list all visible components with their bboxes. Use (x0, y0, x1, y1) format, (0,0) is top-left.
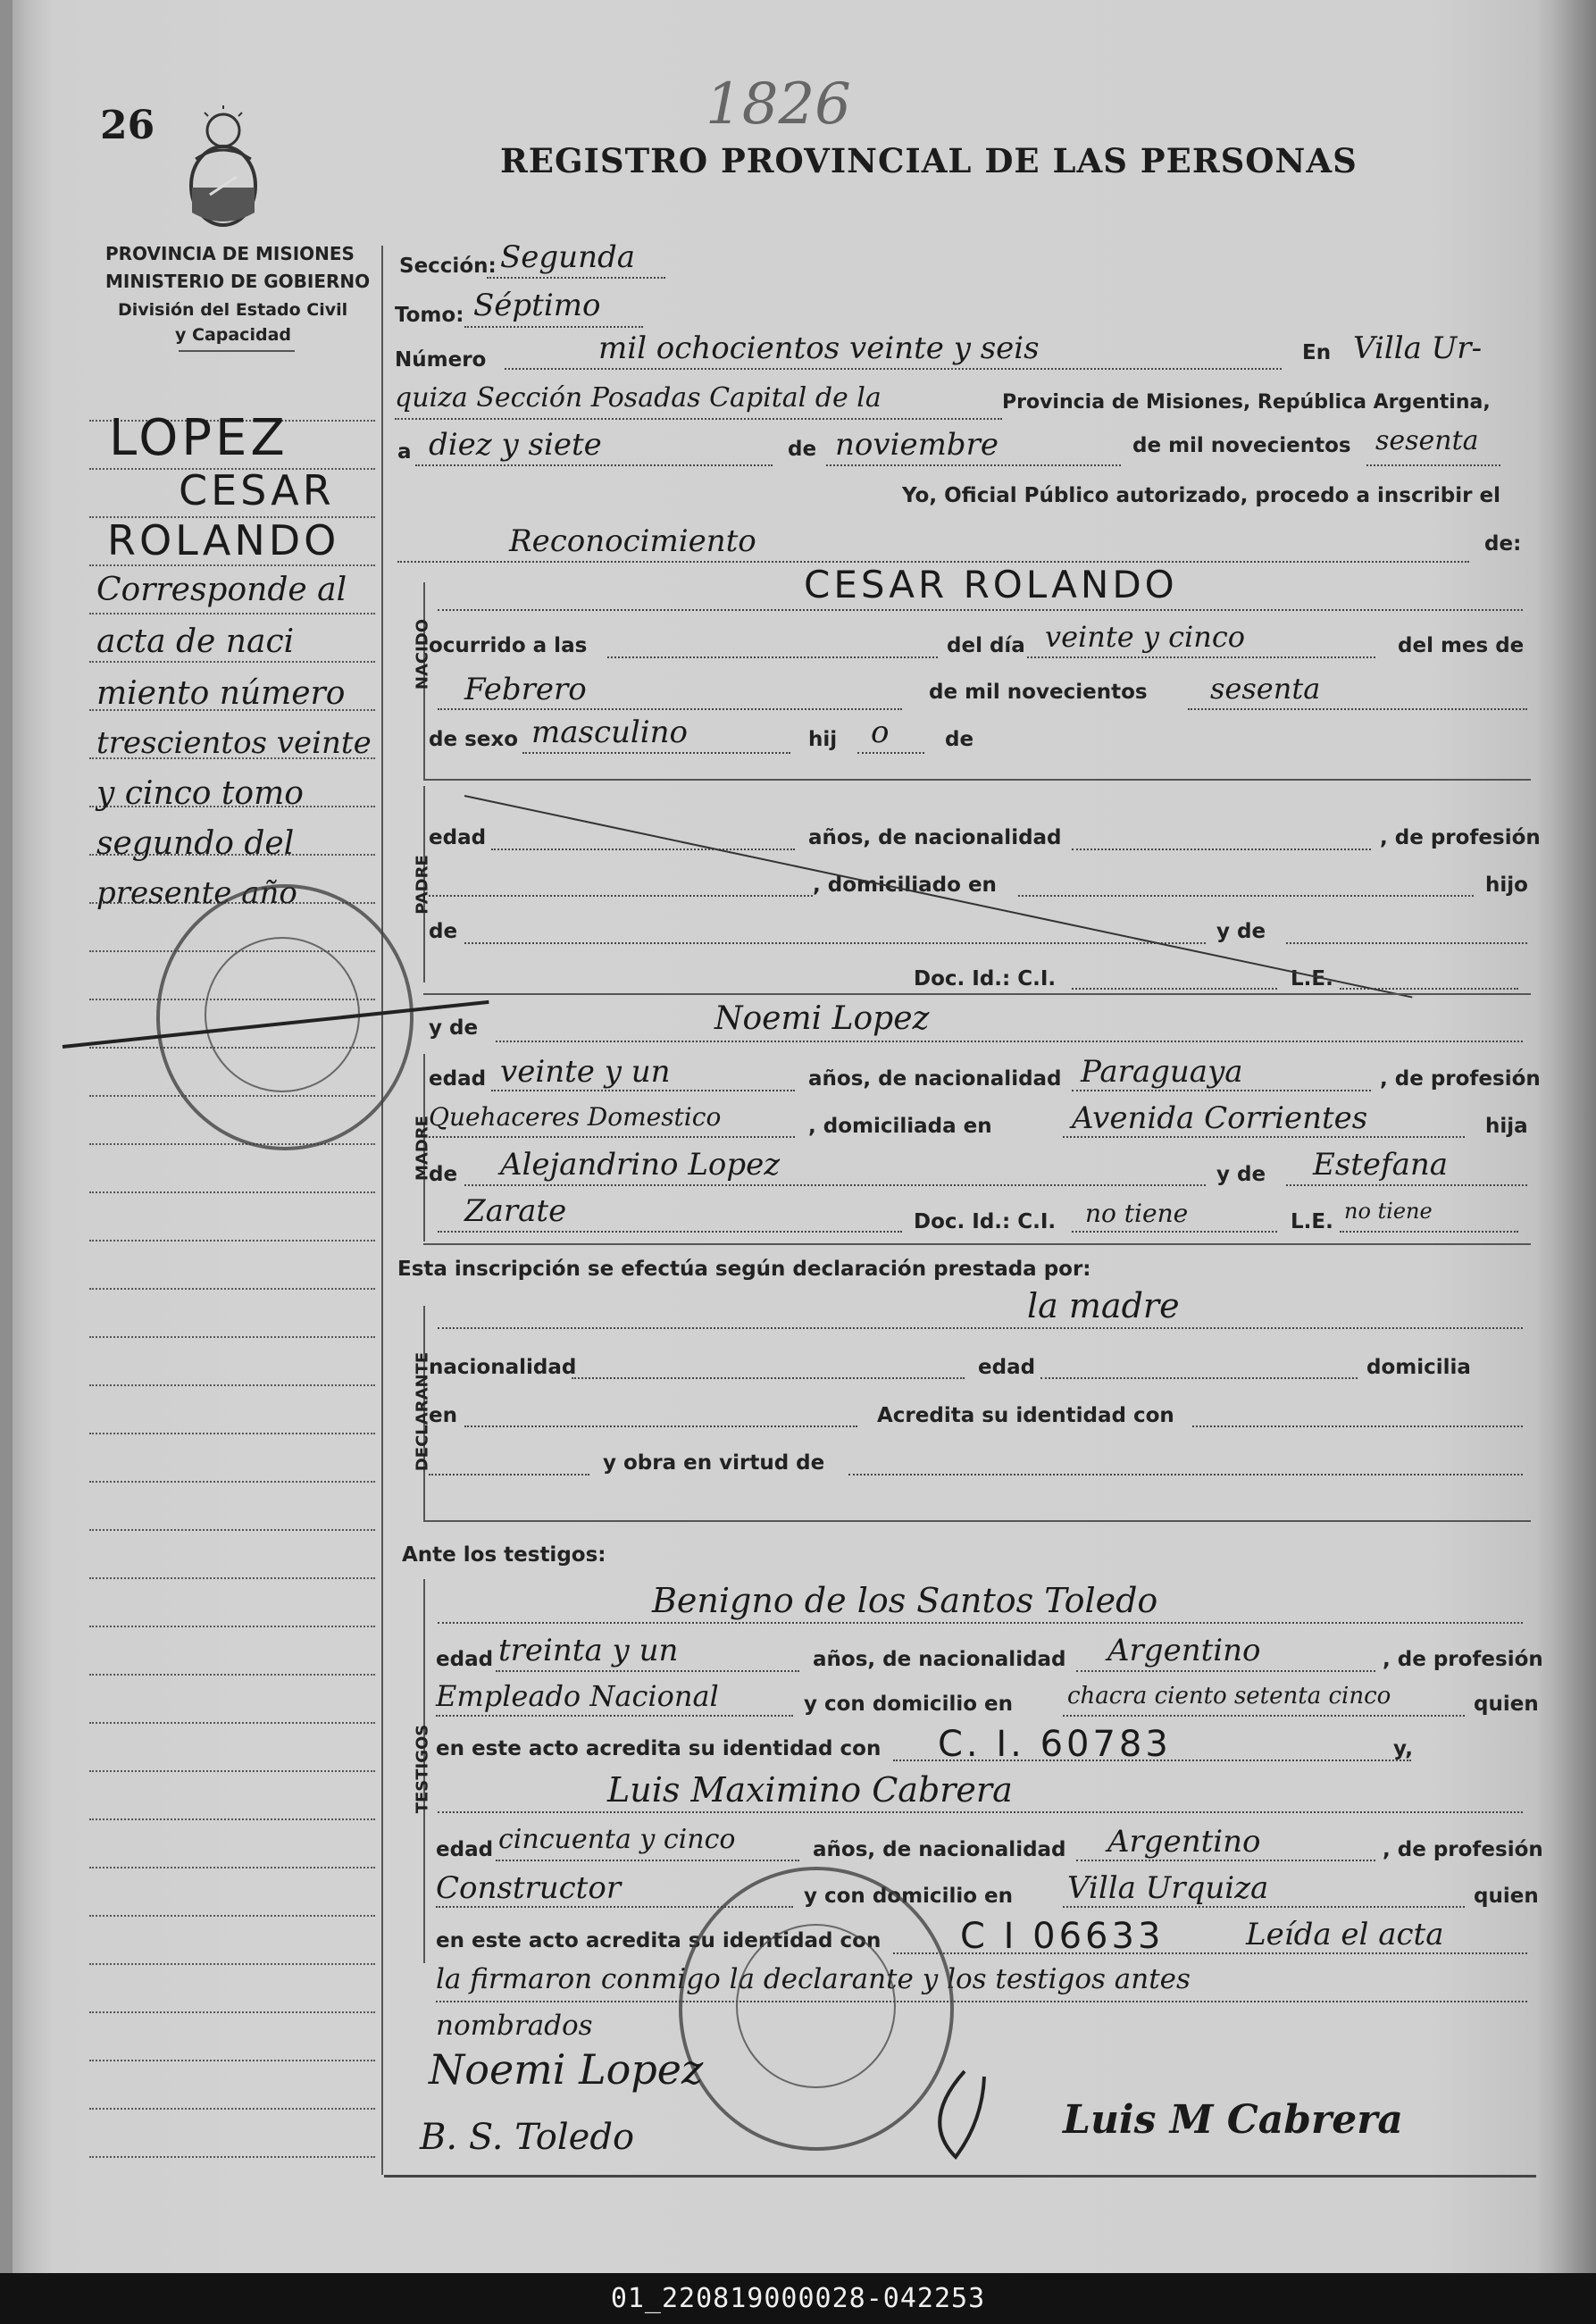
book-spine (1550, 0, 1596, 2273)
margin-rule (89, 1867, 375, 1868)
padre-profesion-label: , de profesión (1380, 826, 1541, 849)
leida-value-2: la firmaron conmigo la declarante y los testigos antes (436, 1963, 1191, 1995)
de-mil-nov-label: de mil novecientos (929, 681, 1148, 704)
province-label: PROVINCIA DE MISIONES (105, 243, 355, 264)
header-rule (179, 350, 295, 352)
de-label: de (788, 438, 817, 461)
seccion-value: Segunda (500, 239, 636, 275)
margin-note-line: y cinco tomo (96, 775, 304, 812)
madre-dom-value: Avenida Corrientes (1072, 1100, 1368, 1136)
testigo-1-acredita-label: en este acto acredita su identidad con (436, 1737, 882, 1760)
signature-officer (929, 2068, 991, 2166)
testigo-2-nombre: Luis Maximino Cabrera (607, 1770, 1013, 1810)
padre-anos-label: años, de nacionalidad (808, 826, 1062, 849)
section-rule (423, 1243, 1531, 1245)
padre-doc-label: Doc. Id.: C.I. (914, 967, 1057, 991)
madre-edad-label: edad (429, 1067, 487, 1091)
madre-doc-label: Doc. Id.: C.I. (914, 1210, 1057, 1233)
declarante-domicilia-label: domicilia (1366, 1356, 1471, 1379)
madre-profesion-label: , de profesión (1380, 1067, 1541, 1091)
madre-prof-value: Quehaceres Domestico (429, 1102, 722, 1132)
margin-rule (89, 1674, 375, 1676)
ante-testigos-label: Ante los testigos: (402, 1543, 606, 1567)
margin-rule (89, 1626, 375, 1627)
padre-y-de-label: y de (1216, 920, 1266, 943)
testigo-1-domicilio-label: y con domicilio en (804, 1693, 1013, 1716)
margin-rule (89, 2060, 375, 2061)
testigo-2-edad-label: edad (436, 1838, 494, 1861)
madre-section-label: MADRE (413, 1116, 432, 1181)
margin-rule (89, 1384, 375, 1386)
madre-y-de-label-2: y de (1216, 1163, 1266, 1186)
a-label: a (397, 440, 412, 464)
de-mil-label: de mil novecientos (1132, 434, 1351, 457)
dia-value: diez y siete (429, 427, 602, 463)
testigo-2-profesion-label: , de profesión (1383, 1838, 1543, 1861)
margin-rule (89, 2011, 375, 2013)
bottom-rule (384, 2175, 1536, 2178)
del-mes-label: del mes de (1398, 634, 1525, 657)
de-colon-label: de: (1484, 532, 1522, 556)
margin-rule (89, 1288, 375, 1290)
madre-nac-value: Paraguaya (1081, 1054, 1243, 1090)
hij-label: hij (808, 728, 838, 751)
margin-rule (89, 1770, 375, 1772)
margin-rule (89, 2108, 375, 2110)
margin-divider (381, 246, 383, 2175)
testigo-2-nac-value: Argentino (1107, 1824, 1261, 1860)
testigo-2-acredita-label: en este acto acredita su identidad con (436, 1929, 882, 1952)
testigo-1-y-label: y, (1393, 1737, 1413, 1760)
section-rule (423, 779, 1531, 781)
margin-rule (89, 1963, 375, 1965)
margin-rule (89, 1722, 375, 1724)
page-title: REGISTRO PROVINCIAL DE LAS PERSONAS (500, 141, 1358, 180)
yo-oficial-label: Yo, Oficial Público autorizado, procedo a inscribir el (902, 484, 1500, 507)
margin-rule (89, 1915, 375, 1917)
margin-rule (89, 1336, 375, 1338)
margin-rule (89, 2156, 375, 2158)
testigo-2-ci-value: C I 06633 (960, 1916, 1165, 1957)
folio-number: 26 (100, 103, 155, 148)
official-stamp-2 (679, 1867, 954, 2151)
madre-le-value: no tiene (1344, 1199, 1433, 1224)
declarante-edad-label: edad (978, 1356, 1036, 1379)
margin-rule (89, 661, 375, 663)
testigos-section-label: TESTIGOS (413, 1724, 432, 1814)
testigo-1-edad-value: treinta y un (498, 1633, 679, 1668)
declarante-acredita-label: Acredita su identidad con (877, 1404, 1174, 1427)
mes-value: noviembre (835, 427, 999, 463)
testigo-1-edad-label: edad (436, 1648, 494, 1671)
padre-le-label: L.E. (1291, 967, 1333, 991)
ministry-label: MINISTERIO DE GOBIERNO (105, 271, 371, 292)
madre-de-label: de (429, 1163, 458, 1186)
margin-rule (89, 1818, 375, 1820)
margin-rule (89, 1529, 375, 1531)
division-label: División del Estado Civil (118, 300, 348, 320)
testigo-2-domicilio-label: y con domicilio en (804, 1885, 1013, 1908)
testigo-2-dom-value: Villa Urquiza (1067, 1870, 1269, 1906)
madre-y-de-label: y de (429, 1016, 479, 1040)
margin-rule (89, 613, 375, 614)
section-rule (423, 993, 1531, 995)
testigo-1-ci-value: C. I. 60783 (938, 1724, 1172, 1765)
de-label-2: de (945, 728, 974, 751)
madre-padre-value: Alejandrino Lopez (500, 1147, 781, 1183)
madre-madre-value: Estefana (1313, 1147, 1449, 1183)
testigo-1-dom-value: chacra ciento setenta cinco (1067, 1683, 1391, 1710)
de-sexo-label: de sexo (429, 728, 518, 751)
margin-name-1: CESAR (179, 466, 335, 514)
declarante-y-obra-label: y obra en virtud de (603, 1451, 825, 1475)
margin-rule (89, 1577, 375, 1579)
margin-rule (89, 1143, 375, 1145)
testigo-1-quien-label: quien (1474, 1693, 1539, 1716)
margin-rule (89, 564, 375, 566)
madre-anos-label: años, de nacionalidad (808, 1067, 1062, 1091)
padre-section-label: PADRE (413, 855, 432, 915)
testigo-1-anos-label: años, de nacionalidad (813, 1648, 1066, 1671)
tomo-label: Tomo: (395, 304, 464, 327)
signature-noemi: Noemi Lopez (429, 2045, 704, 2094)
coat-of-arms-icon (183, 105, 263, 230)
margin-rule (89, 1240, 375, 1241)
nacido-section-label: NACIDO (413, 618, 432, 690)
margin-note-line: presente año (96, 875, 297, 911)
anio-value: sesenta (1375, 425, 1479, 456)
madre-madre-value-2: Zarate (464, 1193, 567, 1229)
en-label: En (1302, 341, 1332, 364)
madre-nombre: Noemi Lopez (714, 1000, 930, 1037)
testigo-2-anos-label: años, de nacionalidad (813, 1838, 1066, 1861)
numero-value: mil ochocientos veinte y seis (598, 330, 1040, 366)
padre-edad-label: edad (429, 826, 487, 849)
testigo-2-prof-value: Constructor (436, 1870, 622, 1906)
lugar-value: quiza Sección Posadas Capital de la (395, 382, 882, 414)
year-note: 1826 (706, 71, 851, 138)
testigo-1-profesion-label: , de profesión (1383, 1648, 1543, 1671)
acto-value: Reconocimiento (509, 523, 756, 559)
testigo-2-edad-value: cincuenta y cinco (498, 1824, 736, 1855)
en-value: Villa Ur- (1353, 330, 1483, 366)
leida-value-3: nombrados (436, 2010, 593, 2042)
testigo-1-nombre: Benigno de los Santos Toledo (652, 1581, 1158, 1620)
margin-note-line: segundo del (96, 825, 295, 862)
margin-rule (89, 1481, 375, 1483)
margin-surname: LOPEZ (109, 409, 288, 467)
section-rule (423, 1520, 1531, 1522)
padre-hijo-label: hijo (1485, 874, 1528, 897)
testigo-2-quien-label: quien (1474, 1885, 1539, 1908)
page-edge (0, 0, 13, 2273)
nombre-nacido: CESAR ROLANDO (804, 563, 1178, 606)
sexo-value: masculino (531, 715, 689, 750)
madre-ci-value: no tiene (1085, 1199, 1189, 1228)
margin-name-2: ROLANDO (107, 516, 340, 564)
margin-note-line: acta de naci (96, 623, 295, 660)
hij-suffix: o (871, 715, 890, 750)
madre-domicilio-label: , domiciliada en (808, 1115, 992, 1138)
declarante-value: la madre (1027, 1286, 1180, 1325)
testigo-1-prof-value: Empleado Nacional (436, 1679, 719, 1713)
signature-cabrera: Luis M Cabrera (1063, 2097, 1403, 2143)
margin-rule (89, 1191, 375, 1193)
margin-note-line: trescientos veinte (96, 725, 372, 761)
ocurrido-label: ocurrido a las (429, 634, 588, 657)
del-dia-label: del día (947, 634, 1025, 657)
margin-rule (89, 1433, 375, 1434)
leida-value-1: Leída el acta (1246, 1917, 1444, 1952)
numero-label: Número (395, 348, 487, 372)
seccion-label: Sección: (399, 255, 497, 278)
declarante-en-label: en (429, 1404, 457, 1427)
declarante-nacionalidad-label: nacionalidad (429, 1356, 577, 1379)
testigo-1-nac-value: Argentino (1107, 1633, 1261, 1668)
division-label-2: y Capacidad (175, 325, 291, 345)
tomo-value: Séptimo (473, 288, 601, 323)
provincia-label: Provincia de Misiones, República Argentina, (1002, 391, 1491, 414)
dia-nac-value: veinte y cinco (1045, 620, 1246, 654)
esta-inscripcion-label: Esta inscripción se efectúa según declaración prestada por: (397, 1258, 1091, 1281)
mes-nac-value: Febrero (464, 672, 587, 707)
margin-note-line: Corresponde al (96, 572, 347, 608)
madre-edad-value: veinte y un (500, 1054, 671, 1090)
madre-hija-label: hija (1485, 1115, 1528, 1138)
madre-le-label: L.E. (1291, 1210, 1333, 1233)
anio-nac-value: sesenta (1210, 672, 1321, 706)
padre-domicilio-label: , domiciliado en (813, 874, 997, 897)
margin-note-line: miento número (96, 675, 346, 712)
official-stamp (156, 884, 414, 1150)
declarante-section-label: DECLARANTE (413, 1351, 432, 1472)
signature-toledo: B. S. Toledo (420, 2117, 635, 2158)
padre-de-label: de (429, 920, 458, 943)
image-code-footer: 01_220819000028-042253 (0, 2273, 1596, 2324)
